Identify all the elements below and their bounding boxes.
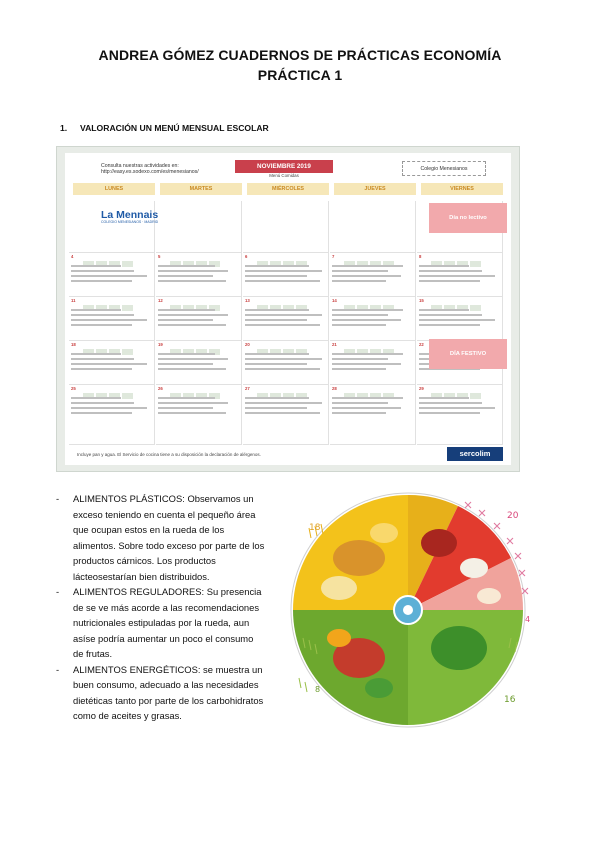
menu-nutrition-values [344,298,402,306]
menu-nutrition-values [431,298,489,306]
menu-dish-line [245,412,320,414]
menu-dish-line [71,407,147,409]
food-wheel-image [279,488,537,732]
menu-dish-line [245,353,309,355]
menu-day-number: 20 [245,342,250,347]
bread-food-shape [333,540,385,576]
menu-dish-line [332,309,403,311]
menu-dish-line [419,314,482,316]
menu-nutrition-values [170,298,228,306]
milk-food-shape [460,558,488,578]
document-title-line2: PRÁCTICA 1 [257,67,343,83]
menu-day-number: 6 [245,254,248,259]
menu-day-number: 8 [419,254,422,259]
menu-dish-line [332,397,403,399]
menu-school-name: Colegio Menesianos [402,161,486,176]
menu-dish-line [158,314,228,316]
menu-day-cell [417,253,503,297]
menu-nutrition-values [170,386,228,394]
menu-dish-line [245,358,322,360]
menu-dish-line [332,368,386,370]
document-title-line1: ANDREA GÓMEZ CUADERNOS DE PRÁCTICAS ECONOMÍA [98,47,502,63]
menu-day-number: 14 [332,298,337,303]
pasta-food-shape [370,523,398,543]
menu-dish-line [71,265,121,267]
menu-dish-line [245,397,309,399]
menu-day-cell [243,201,329,253]
menu-dish-line [158,358,228,360]
menu-nutrition-values [83,254,141,262]
menu-day-number: 4 [71,254,74,259]
x-mark [494,523,500,529]
menu-dish-line [71,275,147,277]
menu-dish-line [245,324,320,326]
menu-dish-line [419,319,495,321]
menu-nutrition-values [257,386,315,394]
menu-dish-line [71,397,121,399]
meat-food-shape [421,529,457,557]
menu-day-cell [243,341,329,385]
menu-day-cell [243,385,329,445]
bullet-text: ALIMENTOS PLÁSTICOS: Observamos un exceso teniendo en cuenta el pequeño área que ocupan estos en la rueda de los alimentos. Sobre todo exceso por parte de los productos cárnicos. Los productos lácteosestarían bien distribuidos. [73,493,265,582]
rice-food-shape [321,576,357,600]
menu-dish-line [245,275,307,277]
analysis-bullet-list [56,491,266,724]
menu-dish-line [245,319,307,321]
pear-food-shape [365,678,393,698]
bullet-dash: - [56,493,60,504]
orange-food-shape [327,629,351,647]
menu-dish-line [245,314,322,316]
menu-dish-line [245,270,322,272]
menu-nutrition-values [344,342,402,350]
menu-dish-line [419,280,480,282]
annotation-20: 20 [507,511,519,521]
bullet-regulating-foods [56,584,266,662]
sercolim-logo: sercolim [447,447,503,461]
menu-nutrition-values [170,254,228,262]
menu-dish-line [71,412,132,414]
school-menu-image [56,146,520,472]
menu-dish-line [332,358,388,360]
menu-dish-line [332,280,386,282]
menu-day-cell [156,201,242,253]
x-mark [515,553,521,559]
menu-day-number: 7 [332,254,335,259]
menu-nutrition-values [257,298,315,306]
menu-day-number: 27 [245,386,250,391]
menu-day-number: 5 [158,254,161,259]
menu-day-cell [156,341,242,385]
menu-dish-line [332,324,386,326]
menu-dish-line [158,275,213,277]
menu-day-cell [330,341,416,385]
menu-day-cell [417,385,503,445]
menu-dish-line [332,412,386,414]
menu-day-number: 11 [71,298,76,303]
menu-dish-line [158,407,213,409]
menu-dish-line [71,358,134,360]
menu-dish-line [71,314,134,316]
x-mark [465,502,471,508]
menu-nutrition-values [83,342,141,350]
menu-dish-line [332,275,401,277]
menu-day-cell [156,385,242,445]
menu-dish-line [158,265,215,267]
menu-dish-line [419,324,480,326]
menu-dish-line [419,397,469,399]
menu-dish-line [332,265,403,267]
menu-dish-line [71,353,121,355]
tally-mark [299,678,307,692]
section-heading [60,123,269,133]
menu-day-number: 28 [332,386,337,391]
menu-dish-line [158,397,215,399]
x-mark [519,570,525,576]
x-mark [479,510,485,516]
menu-nutrition-values [344,254,402,262]
bullet-plastic-foods [56,491,266,584]
menu-dish-line [71,324,132,326]
menu-day-cell [330,201,416,253]
menu-dish-line [332,319,401,321]
menu-nutrition-values [431,254,489,262]
menu-dish-line [419,412,480,414]
menu-day-cell [243,253,329,297]
cheese-food-shape [477,588,501,604]
menu-day-number: 13 [245,298,250,303]
menu-day-header [69,183,507,195]
annotation-8: 8 [315,685,321,694]
menu-nutrition-values [83,298,141,306]
menu-day-number: 26 [158,386,163,391]
annotation-4: 4 [525,615,531,624]
school-logo-subtext: COLEGIO MENESIANOS · MADRID [101,220,159,224]
menu-dish-line [158,309,215,311]
section-number: 1. [60,123,68,133]
menu-dish-line [245,309,309,311]
menu-dish-line [158,270,228,272]
menu-nutrition-values [257,254,315,262]
day-monday: LUNES [73,183,155,195]
bullet-dash: - [56,663,60,675]
menu-day-cell [330,385,416,445]
menu-dish-line [245,407,307,409]
food-wheel-svg [279,488,537,732]
menu-dish-line [332,314,388,316]
menu-dish-line [158,353,215,355]
menu-footer-note: Incluye pan y agua. El Servicio de cocina tiene a su disposición la declaración de alérgenos. [77,452,261,457]
day-tuesday: MARTES [160,183,242,195]
menu-dish-line [158,319,213,321]
day-wednesday: MIÉRCOLES [247,183,329,195]
menu-day-cell [69,253,155,297]
menu-dish-line [245,280,320,282]
day-friday: VIERNES [421,183,503,195]
school-logo-text: La Mennais [101,209,159,221]
bullet-energy-foods [56,662,266,724]
menu-dish-line [332,407,401,409]
no-school-day-box: Día no lectivo [429,203,507,233]
menu-day-number: 15 [419,298,424,303]
school-logo [101,209,159,233]
bullet-text: ALIMENTOS ENERGÉTICOS: se muestra un buen consumo, adecuado a las necesidades dietéticas tanto por parte de los carbohidratos como de aceites y grasas. [73,663,264,721]
menu-dish-line [71,309,121,311]
menu-dish-line [158,402,228,404]
menu-dish-line [419,407,495,409]
menu-dish-line [419,275,495,277]
menu-dish-line [71,368,132,370]
menu-day-cell [243,297,329,341]
menu-day-cell [417,297,503,341]
menu-consult-url: http://easy.es.sodexo.com/es/menesianos/ [101,169,199,176]
menu-day-cell [69,385,155,445]
menu-nutrition-values [344,386,402,394]
menu-day-number: 29 [419,386,424,391]
menu-day-cell [156,297,242,341]
menu-month-subtitle: Menú Comidas [269,173,299,178]
menu-dish-line [158,280,226,282]
menu-dish-line [419,265,469,267]
x-mark [507,538,513,544]
menu-dish-line [71,402,134,404]
section-title: VALORACIÓN UN MENÚ MENSUAL ESCOLAR [80,123,269,133]
menu-nutrition-values [431,386,489,394]
menu-dish-line [245,402,322,404]
menu-day-cell [330,253,416,297]
menu-dish-line [332,270,388,272]
menu-nutrition-values [257,342,315,350]
menu-dish-line [71,270,134,272]
bullet-text: ALIMENTOS REGULADORES: Su presencia de se ve más acorde a las recomendaciones nutricionales estipuladas por la rueda, aun asíse podría aumentar un poco el consumo de frutas. [73,586,262,659]
menu-day-number: 25 [71,386,76,391]
menu-dish-line [158,412,226,414]
bullet-dash: - [56,586,60,597]
menu-day-number: 21 [332,342,337,347]
menu-dish-line [332,402,388,404]
menu-day-number: 18 [71,342,76,347]
menu-dish-line [245,363,307,365]
menu-dish-line [71,319,147,321]
vegetables-food-shape [431,626,487,670]
menu-dish-line [71,280,132,282]
menu-dish-line [419,402,482,404]
holiday-box: DÍA FESTIVO [429,339,507,369]
menu-nutrition-values [170,342,228,350]
annotation-18: 18 [309,523,321,533]
menu-day-cell [330,297,416,341]
menu-month-ribbon: NOVIEMBRE 2019 [235,160,333,173]
day-thursday: JUEVES [334,183,416,195]
menu-day-cell [156,253,242,297]
menu-dish-line [158,368,226,370]
menu-day-number: 12 [158,298,163,303]
menu-dish-line [71,363,147,365]
menu-nutrition-values [83,386,141,394]
menu-dish-line [158,363,213,365]
menu-dish-line [419,270,482,272]
wheel-center-figure [403,605,413,615]
menu-day-number: 19 [158,342,163,347]
menu-dish-line [332,363,401,365]
menu-dish-line [245,265,309,267]
menu-day-cell [69,297,155,341]
annotation-16: 16 [504,695,516,705]
menu-sheet [65,153,511,465]
menu-dish-line [332,353,403,355]
menu-day-cell [69,341,155,385]
menu-dish-line [245,368,320,370]
menu-day-number: 22 [419,342,424,347]
menu-consult-text [101,163,199,175]
menu-dish-line [419,309,469,311]
menu-consult-line1: Consulta nuestras actividades en: [101,163,179,169]
menu-dish-line [158,324,226,326]
